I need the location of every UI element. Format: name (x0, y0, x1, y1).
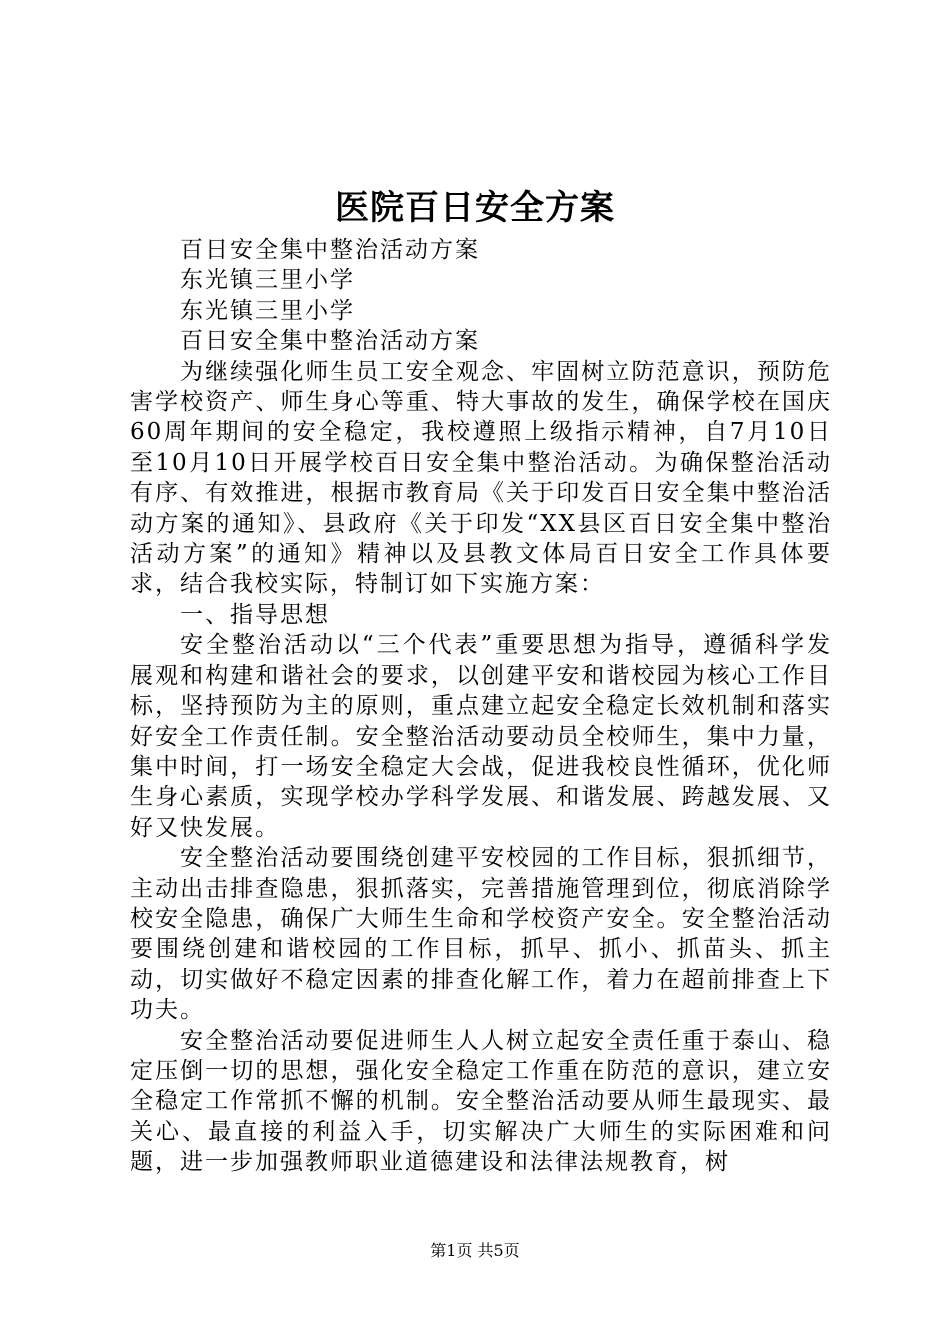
paragraph-school: 东光镇三里小学 (180, 297, 355, 324)
paragraph-subtitle: 百日安全集中整治活动方案 (180, 328, 480, 355)
section-heading: 一、指导思想 (180, 601, 330, 628)
paragraph-body: 安全整治活动要促进师生人人树立起安全责任重于泰山、稳定压倒一切的思想，强化安全稳定工作重在防范的意识，建立安全稳定工作常抓不懈的机制。安全整治活动要从师生最现实、最关心、最直接的利益入手，切实解决广大师生的实际困难和问题，进一步加强教师职业道德建设和法律法规教育，树 (130, 1027, 832, 1176)
paragraph-subtitle: 百日安全集中整治活动方案 (180, 237, 480, 263)
paragraph-body: 安全整治活动要围绕创建平安校园的工作目标，狠抓细节，主动出击排查隐患，狠抓落实，完善措施管理到位，彻底消除学校安全隐患，确保广大师生生命和学校资产安全。安全整治活动要围绕创建和谐校园的工作目标，抓早、抓小、抓苗头、抓主动，切实做好不稳定因素的排查化解工作，着力在超前排查上下功夫。 (130, 845, 832, 1024)
page-title: 医院百日安全方案 (335, 188, 615, 228)
document-body (130, 235, 832, 1178)
paragraph-intro: 为继续强化师生员工安全观念、牢固树立防范意识，预防危害学校资产、师生身心等重、特大事故的发生，确保学校在国庆60周年期间的安全稳定，我校遵照上级指示精神，自7月10日至10月10日开展学校百日安全集中整治活动。为确保整治活动有序、有效推进，根据市教育局《关于印发百日安全集中整治活动方案的通知》、县政府《关于印发“XX县区百日安全集中整治活动方案”的通知》精神以及县教文体局百日安全工作具体要求，结合我校实际，特制订如下实施方案： (130, 358, 832, 598)
paragraph-school: 东光镇三里小学 (180, 267, 355, 294)
paragraph-body: 安全整治活动以“三个代表”重要思想为指导，遵循科学发展观和构建和谐社会的要求，以创建平安和谐校园为核心工作目标，坚持预防为主的原则，重点建立起安全稳定长效机制和落实好安全工作责任制。安全整治活动要动员全校师生，集中力量，集中时间，打一场安全稳定大会战，促进我校良性循环，优化师生身心素质，实现学校办学科学发展、和谐发展、跨越发展、又好又快发展。 (130, 632, 832, 841)
page-footer: 第1页 共5页 (430, 1241, 520, 1260)
